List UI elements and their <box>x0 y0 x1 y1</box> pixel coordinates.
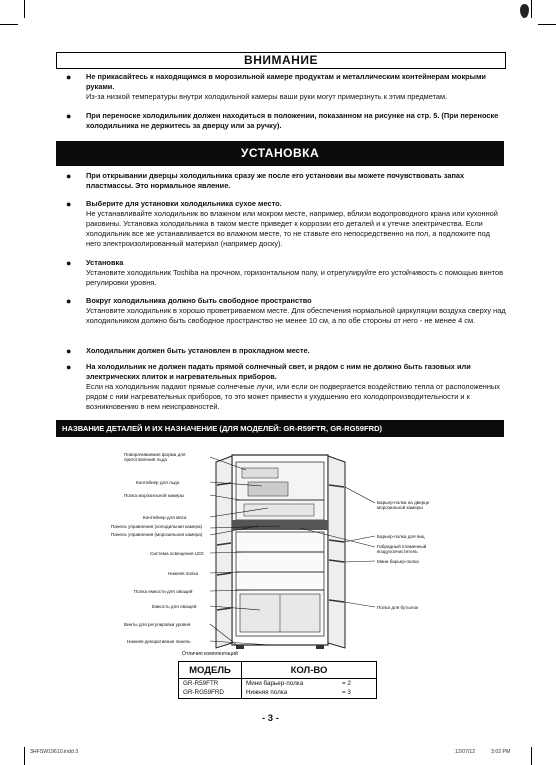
part-label-ice-container: Контейнер для льда <box>136 480 180 485</box>
part-label-level-screws: Винты для регулировки уровня <box>124 622 191 627</box>
bullet-icon: ● <box>66 72 72 82</box>
part-label-mini-shelf: Мини барьер-полка <box>377 559 419 564</box>
bullet-icon: ● <box>66 258 72 268</box>
part-label-veg-container: Емкость для овощей <box>152 604 197 609</box>
table-cell-models: GR-R59FTR GR-RG59FRD <box>179 679 242 699</box>
part-label-freezer-shelf: Полка морозильной камеры <box>124 493 185 498</box>
install-item-1: ● При открывании дверцы холодильника сразу же после его установки вы можете почувствовать запах пластмассы. Это нормальное явление. <box>66 171 465 190</box>
footer-date: 12/07/12 <box>455 749 476 755</box>
part-label-led: Система освещения LED <box>150 551 204 556</box>
part-label-veg-shelf: Полка емкости для овощей <box>134 589 193 594</box>
table-cell-items: Мини барьер-полка Нижняя полка <box>242 679 339 699</box>
config-table <box>178 661 377 699</box>
bullet-icon: ● <box>66 171 72 181</box>
part-label-air-purifier: Гибридный пламенный воздухоочиститель <box>377 544 427 554</box>
table-header-qty: КОЛ-ВО <box>242 662 377 679</box>
table-header-model: МОДЕЛЬ <box>179 662 242 679</box>
config-diff-caption: Отличия комплектаций <box>182 651 238 657</box>
part-label-control-freezer: Панель управления (морозильная камера) <box>111 532 203 537</box>
part-label-meat-container: Контейнер для мяса <box>143 515 187 520</box>
part-label-bottom-shelf: Нижняя полка <box>168 571 199 576</box>
install-item-3: ● Установка Установите холодильник Toshiba на прочном, горизонтальном полу, и отрегулируйте его устойчивость с помощью винтов регулировки уровня. <box>66 258 504 287</box>
warning-item-2: ● При переноске холодильник должен находиться в положении, показанном на рисунке на стр. 5. (При переноске холодильника не держитесь за дверцу или за ручку). <box>66 111 499 130</box>
parts-header: НАЗВАНИЕ ДЕТАЛЕЙ И ИХ НАЗНАЧЕНИЕ (ДЛЯ МОДЕЛЕЙ: GR-R59FTR, GR-RG59FRD) <box>56 420 504 437</box>
footer-file: 3HFSW19610.indd 3 <box>30 749 79 755</box>
install-item-5: ● Холодильник должен быть установлен в прохладном месте. <box>66 346 310 356</box>
part-label-bottle-shelf: Полка для бутылок <box>377 605 419 610</box>
page-number: - 3 - <box>262 713 279 724</box>
part-label-ice-tray: Поворачиваемая форма для приготовления льда <box>124 452 186 462</box>
part-label-control-fridge: Панель управления (холодильная камера) <box>111 524 203 529</box>
footer-time: 3:02 PM <box>491 749 511 755</box>
bullet-icon: ● <box>66 296 72 306</box>
bullet-icon: ● <box>66 346 72 356</box>
part-label-egg-shelf: Барьер-полка для яиц <box>377 534 425 539</box>
part-label-bottom-panel: Нижняя декоративная панель <box>127 639 191 644</box>
bullet-icon: ● <box>66 362 72 372</box>
warning-header: ВНИМАНИЕ <box>56 52 506 69</box>
install-item-4: ● Вокруг холодильника должно быть свободное пространство Установите холодильник в хорошо проветриваемом месте. Для обеспечения нормальной циркуляции воздуха сверху над холодильником должно быть свободное пространство не менее 10 см, а по обе стороны от него - не менее 4 см. <box>66 296 506 325</box>
install-item-6: ● На холодильник не должен падать прямой солнечный свет, и рядом с ним не должно быть газовых или электрических плиток и нагревательных приборов. Если на холодильник падают прямые солнечные лучи, или если он подвергается воздействию тепла от расположенных рядом с ним нагревательных приборов, то это может привести к ухудшению его холодопроизводительности и к возникновению в нем неисправностей. <box>66 362 500 411</box>
bullet-icon: ● <box>66 111 72 121</box>
bullet-icon: ● <box>66 199 72 209</box>
part-label-freezer-door-shelf: Барьер-полка на дверце морозильной камеры <box>377 500 430 510</box>
install-header: УСТАНОВКА <box>56 141 504 166</box>
warning-item-1: ● Не прикасайтесь к находящимся в морозильной камере продуктам и металлическим контейнерам мокрыми руками. Из-за низкой температуры внутри холодильной камеры ваши руки могут примерзнуть к этим предметам. <box>66 72 486 101</box>
install-item-2: ● Выберите для установки холодильника сухое место. Не устанавливайте холодильник во влажном или мокром месте, например, вблизи водопроводного крана или кухонной раковины. Установка холодильника в таком месте приведет к коррозии его деталей и к утечке электричества. Если холодильник все же устанавливается во влажном месте, то не ставьте его непосредственно на пол, а подложите под него электроизолированный материал (например доску). <box>66 199 498 248</box>
table-cell-counts: = 2 = 3 <box>338 679 377 699</box>
